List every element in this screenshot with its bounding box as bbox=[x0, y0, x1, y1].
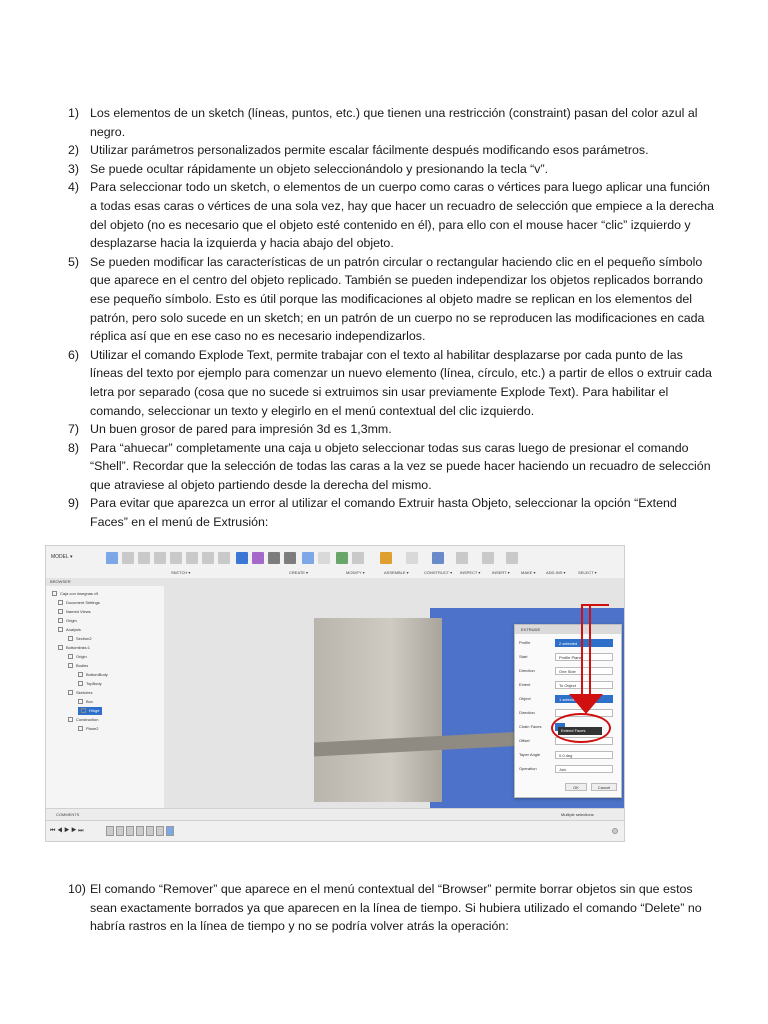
document-list bbox=[68, 104, 718, 532]
model-workspace-label: MODEL ▾ bbox=[51, 554, 73, 560]
browser-row-label: Bottomlinks:1 bbox=[66, 645, 91, 650]
folder-icon bbox=[78, 681, 83, 686]
press-pull-icon bbox=[302, 552, 314, 564]
item-text: Para “ahuecar” completamente una caja u objeto seleccionar todas sus caras luego de presionar el comando “Shell”. Recordar que la selección de todas las caras a la vez se puede hacer haciendo un recuadro de selección que atraviese al objeto partiendo desde la derecha del mismo. bbox=[90, 440, 711, 492]
cancel-button[interactable]: Cancel bbox=[591, 783, 617, 791]
item-text: Se pueden modificar las características de un patrón circular o rectangular haciendo clic en el pequeño símbolo que aparece en el centro del objeto replicado. También se pueden independizar los objetos replicados borrando ese pequeño símbolo. Esto es útil porque las modificaciones al objeto madre se replican en los elementos del patrón, pero solo sucede en un sketch; en un patrón de un cuerpo no se reproducen las modificaciones en cada réplica así que en ese caso no es necesario independizarlos. bbox=[90, 254, 705, 344]
extrude-icon bbox=[236, 552, 248, 564]
item-text: Utilizar parámetros personalizados permite escalar fácilmente después modificando esos parámetros. bbox=[90, 143, 649, 158]
scripts-icon bbox=[482, 552, 494, 564]
extrude-row-label: Direction bbox=[519, 668, 535, 673]
tb-group-insert[interactable]: INSERT ▾ bbox=[492, 570, 510, 575]
item-text: Los elementos de un sketch (líneas, puntos, etc.) que tienen una restricción (constraint) pasan del color azul al negro. bbox=[90, 106, 698, 139]
extrude-row-value[interactable]: Profile Plane bbox=[555, 653, 613, 661]
joint-icon bbox=[336, 552, 348, 564]
extrude-row bbox=[519, 751, 617, 759]
line-icon bbox=[122, 552, 134, 564]
timeline-feature[interactable] bbox=[166, 826, 174, 836]
item-number: 7) bbox=[68, 422, 80, 437]
extrude-row bbox=[519, 653, 617, 661]
extrude-row-label: Offset bbox=[519, 738, 530, 743]
list-item bbox=[68, 253, 718, 346]
browser-row[interactable] bbox=[68, 689, 92, 697]
browser-row[interactable] bbox=[68, 635, 92, 643]
folder-icon bbox=[58, 618, 63, 623]
list-item bbox=[68, 346, 718, 420]
list-item bbox=[68, 178, 718, 252]
measure-icon bbox=[406, 552, 418, 564]
extrude-row-label: Direction bbox=[519, 710, 535, 715]
timeline-feature[interactable] bbox=[106, 826, 114, 836]
folder-icon bbox=[58, 645, 63, 650]
extrude-row-value[interactable]: To Object bbox=[555, 681, 613, 689]
browser-panel bbox=[46, 578, 165, 808]
browser-row-label: Origin bbox=[66, 618, 77, 623]
item-number: 3) bbox=[68, 161, 80, 176]
browser-row-label: Box bbox=[86, 699, 93, 704]
browser-row[interactable] bbox=[78, 698, 93, 706]
browser-row[interactable] bbox=[58, 644, 90, 652]
browser-row-label: Named Views bbox=[66, 609, 91, 614]
folder-icon bbox=[68, 690, 73, 695]
browser-row-label: Document Settings bbox=[66, 600, 100, 605]
toolbar bbox=[46, 546, 624, 579]
extrude-panel bbox=[514, 624, 622, 798]
item-text: Para evitar que aparezca un error al utilizar el comando Extruir hasta Objeto, seleccionar la opción “Extend Faces” en el menú de Extrusión: bbox=[90, 496, 677, 530]
browser-row[interactable] bbox=[58, 608, 91, 616]
item-number: 9) bbox=[68, 496, 80, 511]
tb-group-inspect[interactable]: INSPECT ▾ bbox=[460, 570, 481, 575]
folder-icon bbox=[58, 609, 63, 614]
ok-button[interactable]: OK bbox=[565, 783, 587, 791]
item-number: 8) bbox=[68, 440, 80, 455]
browser-row[interactable] bbox=[68, 716, 98, 724]
timeline-feature[interactable] bbox=[146, 826, 154, 836]
browser-row[interactable] bbox=[58, 599, 100, 607]
timeline bbox=[46, 820, 624, 842]
item-number: 2) bbox=[68, 143, 80, 158]
tb-group-make[interactable]: MAKE ▾ bbox=[521, 570, 536, 575]
timeline-feature[interactable] bbox=[136, 826, 144, 836]
comments-bar[interactable]: COMMENTS bbox=[46, 808, 624, 820]
item-number: 4) bbox=[68, 180, 80, 195]
status-text: Multiple selections bbox=[561, 812, 594, 817]
browser-row-label: Analysis bbox=[66, 627, 81, 632]
browser-row[interactable] bbox=[78, 725, 98, 733]
extrude-row bbox=[519, 681, 617, 689]
folder-icon bbox=[58, 627, 63, 632]
tb-group-modify[interactable]: MODIFY ▾ bbox=[346, 570, 365, 575]
timeline-controls[interactable]: ⏮ ◀ ▶ ▶ ⏭ bbox=[50, 828, 84, 834]
extrude-row-label: Taper Angle bbox=[519, 752, 541, 757]
extrude-row-label: Object bbox=[519, 696, 531, 701]
extrude-row-label: Start bbox=[519, 654, 528, 659]
folder-icon bbox=[81, 708, 86, 713]
timeline-feature[interactable] bbox=[156, 826, 164, 836]
browser-row[interactable] bbox=[58, 626, 81, 634]
spline-icon bbox=[202, 552, 214, 564]
list-item bbox=[68, 141, 718, 160]
folder-icon bbox=[68, 636, 73, 641]
extrude-row-value[interactable]: Join bbox=[555, 765, 613, 773]
sweep-icon bbox=[268, 552, 280, 564]
folder-icon bbox=[78, 699, 83, 704]
3d-print-icon bbox=[456, 552, 468, 564]
browser-row-label: Origin bbox=[76, 654, 87, 659]
folder-icon bbox=[52, 591, 57, 596]
sum-icon bbox=[318, 552, 330, 564]
item-number: 5) bbox=[68, 254, 80, 269]
extrude-row bbox=[519, 667, 617, 675]
item-text: Se puede ocultar rápidamente un objeto seleccionándolo y presionando la tecla “v”. bbox=[90, 161, 549, 176]
browser-row-label: Construction bbox=[76, 717, 99, 722]
browser-row[interactable] bbox=[78, 671, 108, 679]
extrude-row bbox=[519, 639, 617, 647]
browser-row[interactable] bbox=[58, 617, 77, 625]
tb-group-addins[interactable]: ADD-INS ▾ bbox=[546, 570, 566, 575]
fusion360-screenshot bbox=[45, 545, 625, 842]
rigid-group-icon bbox=[352, 552, 364, 564]
insert-image-icon bbox=[432, 552, 444, 564]
extrude-row-value[interactable]: 2 selected bbox=[555, 639, 613, 647]
red-arrow-head bbox=[569, 694, 603, 714]
browser-row[interactable] bbox=[68, 653, 87, 661]
tb-group-construct[interactable]: CONSTRUCT ▾ bbox=[424, 570, 453, 575]
folder-icon bbox=[68, 663, 73, 668]
extrude-row-value[interactable]: One Side bbox=[555, 667, 613, 675]
browser-row[interactable] bbox=[78, 707, 102, 715]
tb-group-assemble[interactable]: ASSEMBLE ▾ bbox=[384, 570, 409, 575]
extrude-row-label: Extent bbox=[519, 682, 531, 687]
item-text: Para seleccionar todo un sketch, o elementos de un cuerpo como caras o vértices para luego aplicar una función a todas esas caras o vértices de una sola vez, hay que hacer un recuadro de selección que empiece a la derecha del objeto (no es necesario que el objeto esté contenido en él), para ello con el mouse hacer “clic” izquierdo y desplazarse hacia la izquierda y hacia abajo del objeto. bbox=[90, 180, 715, 251]
arc-icon bbox=[170, 552, 182, 564]
folder-icon bbox=[78, 672, 83, 677]
browser-row-label: Sketches bbox=[76, 690, 93, 695]
tb-group-sketch[interactable]: SKETCH ▾ bbox=[171, 570, 191, 575]
offset-icon bbox=[218, 552, 230, 564]
browser-row-label: Caja con insegnas v9 bbox=[60, 591, 99, 596]
revolve-icon bbox=[252, 552, 264, 564]
extrude-row-label: Profile bbox=[519, 640, 531, 645]
browser-row[interactable] bbox=[68, 662, 88, 670]
browser-row-label: Hinge bbox=[89, 708, 100, 713]
extrude-row-label: Operation bbox=[519, 766, 537, 771]
item-number: 1) bbox=[68, 106, 80, 120]
browser-row-label: TopBody bbox=[86, 681, 102, 686]
folder-icon bbox=[58, 600, 63, 605]
timeline-feature[interactable] bbox=[126, 826, 134, 836]
circle-icon bbox=[154, 552, 166, 564]
red-arrow bbox=[581, 604, 591, 699]
extend-faces-tooltip: Extend Faces bbox=[558, 727, 602, 735]
browser-row[interactable] bbox=[52, 590, 98, 598]
folder-icon bbox=[68, 717, 73, 722]
extrude-row bbox=[519, 765, 617, 773]
tb-group-create[interactable]: CREATE ▾ bbox=[289, 570, 309, 575]
extrude-row-label: Chain Faces bbox=[519, 724, 542, 729]
browser-row-label: BottomBody bbox=[86, 672, 108, 677]
sketch-icon bbox=[106, 552, 118, 564]
browser-title: BROWSER bbox=[46, 578, 164, 586]
offset-plane-icon bbox=[380, 552, 392, 564]
model-body[interactable] bbox=[314, 618, 442, 802]
loft-icon bbox=[284, 552, 296, 564]
item-text: El comando “Remover” que aparece en el menú contextual del “Browser” permite borrar objetos sin que estos sean exactamente borrados ya que aparecen en la línea de tiempo. Si hubiera utilizado el comando “Delete” no habría rastros en la línea de tiempo y no se podría volver atrás la operación: bbox=[90, 882, 702, 934]
extrude-row-value[interactable]: 0.0 deg bbox=[555, 751, 613, 759]
list-item bbox=[68, 439, 718, 495]
browser-row-label: Plane2 bbox=[86, 726, 99, 731]
extrude-panel-title: EXTRUDE bbox=[515, 625, 621, 634]
item-text: Un buen grosor de pared para impresión 3d es 1,3mm. bbox=[90, 422, 392, 437]
browser-row-label: Bodies bbox=[76, 663, 89, 668]
list-item bbox=[68, 420, 718, 439]
folder-icon bbox=[78, 726, 83, 731]
list-item bbox=[68, 494, 718, 531]
browser-row-label: Section2 bbox=[76, 636, 92, 641]
item-text: Utilizar el comando Explode Text, permite trabajar con el texto al habilitar desplazarse por cada punto de las líneas del texto por ejemplo para comenzar un nuevo elemento (línea, círculo, etc.) a partir de ellos o extruir cada letra por separado (cosa que no sucede si extruimos sin usar previamente Explode Text). Para habilitar el comando, seleccionar un texto y elegirlo en el menú contextual del clic izquierdo. bbox=[90, 347, 712, 418]
item-number: 10) bbox=[68, 882, 86, 896]
folder-icon bbox=[68, 654, 73, 659]
timeline-feature[interactable] bbox=[116, 826, 124, 836]
list-item bbox=[68, 160, 718, 179]
item-number: 6) bbox=[68, 347, 80, 362]
list-item bbox=[68, 104, 718, 141]
timeline-settings-icon[interactable] bbox=[612, 828, 618, 834]
list-item-10 bbox=[68, 880, 718, 936]
select-icon bbox=[506, 552, 518, 564]
rectangle-icon bbox=[138, 552, 150, 564]
tb-group-select[interactable]: SELECT ▾ bbox=[578, 570, 597, 575]
polygon-icon bbox=[186, 552, 198, 564]
extrude-row-value[interactable]: 1 selected bbox=[555, 695, 613, 703]
browser-row[interactable] bbox=[78, 680, 102, 688]
